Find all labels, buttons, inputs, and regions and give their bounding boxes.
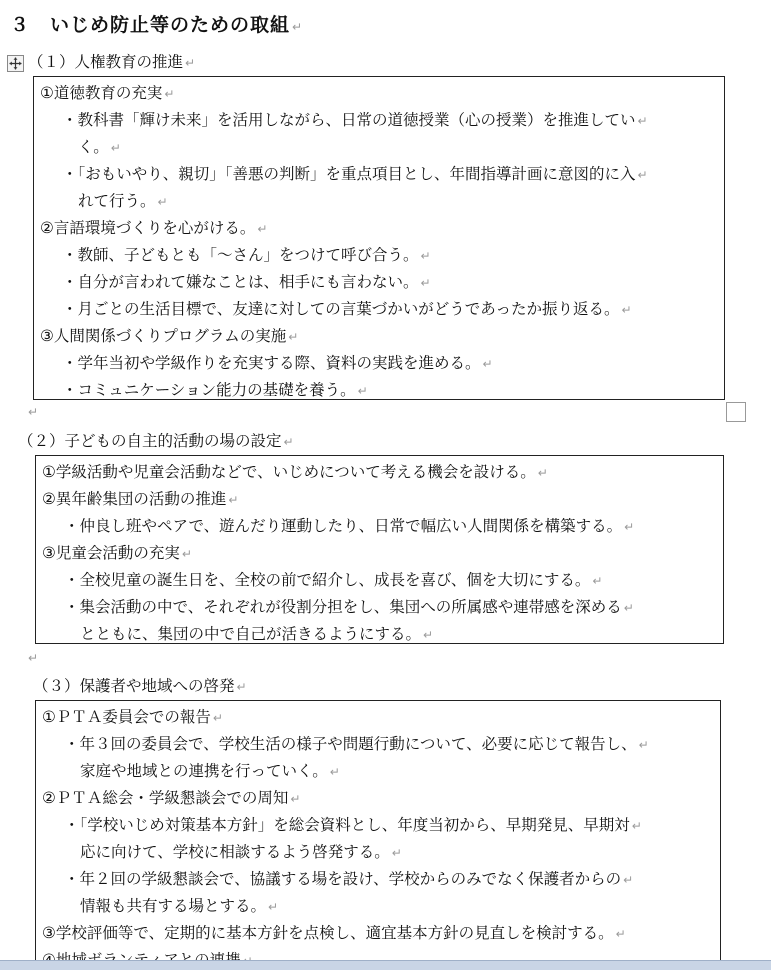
- line-text: れて行う。: [78, 192, 156, 210]
- list-item: [34, 134, 724, 161]
- paragraph-mark: ↵: [391, 846, 402, 860]
- line-text: ②ＰＴＡ総会・学級懇談会での周知: [42, 789, 289, 807]
- paragraph-mark: ↵: [292, 20, 304, 34]
- paragraph-mark: ↵: [357, 384, 368, 398]
- section-2-box: [35, 455, 724, 644]
- paragraph-mark: ↵: [592, 574, 603, 588]
- line-text: ②言語環境づくりを心がける。: [40, 219, 256, 237]
- line-text: ・学年当初や学級作りを充実する際、資料の実践を進める。: [62, 354, 481, 372]
- list-item: [36, 812, 720, 839]
- paragraph-mark: ↵: [181, 547, 192, 561]
- list-heading: [36, 785, 720, 812]
- line-text: ・仲良し班やペアで、遊んだり運動したり、日常で幅広い人間関係を構築する。: [64, 517, 623, 535]
- paragraph-mark: ↵: [212, 711, 223, 725]
- list-heading: [36, 540, 723, 567]
- paragraph-mark: ↵: [615, 927, 626, 941]
- section-1-title: （１）人権教育の推進 ↵: [28, 53, 196, 71]
- paragraph-mark: ↵: [228, 493, 239, 507]
- paragraph-mark: ↵: [637, 168, 648, 182]
- list-item: [36, 866, 720, 893]
- list-heading: [34, 80, 724, 107]
- list-item: [34, 107, 724, 134]
- paragraph-mark: ↵: [638, 738, 649, 752]
- paragraph-mark: ↵: [329, 765, 340, 779]
- line-text: ・コミュニケーション能力の基礎を養う。: [62, 381, 356, 399]
- paragraph-mark: ↵: [290, 792, 301, 806]
- table-move-handle-icon[interactable]: [7, 55, 24, 72]
- section-2-title: （２）子どもの自主的活動の場の設定 ↵: [18, 432, 294, 450]
- line-text: ・「学校いじめ対策基本方針」を総会資料とし、年度当初から、早期発見、早期対: [64, 816, 630, 834]
- table-resize-handle[interactable]: [726, 402, 746, 422]
- list-heading: [34, 323, 724, 350]
- line-text: 情報も共有する場とする。: [80, 897, 267, 915]
- line-text: ・年３回の委員会で、学校生活の様子や問題行動について、必要に応じて報告し、: [64, 735, 637, 753]
- list-item: [34, 377, 724, 404]
- list-item: [36, 594, 723, 621]
- line-text: ③人間関係づくりプログラムの実施: [40, 327, 287, 345]
- paragraph-mark: ↵: [624, 520, 635, 534]
- paragraph-mark: ↵: [420, 249, 431, 263]
- list-item: [36, 731, 720, 758]
- paragraph-mark: ↵: [482, 357, 493, 371]
- paragraph-mark: ↵: [157, 195, 168, 209]
- line-text: ・年２回の学級懇談会で、協議する場を設け、学校からのみでなく保護者からの: [64, 870, 622, 888]
- list-item: [34, 269, 724, 296]
- list-item: [36, 758, 720, 785]
- paragraph-mark: ↵: [423, 628, 434, 642]
- paragraph-mark: ↵: [623, 873, 634, 887]
- list-item: [34, 296, 724, 323]
- list-item: [36, 839, 720, 866]
- line-text: ③児童会活動の充実: [42, 544, 180, 562]
- section-3-title: （３）保護者や地域への啓発 ↵: [33, 677, 247, 695]
- line-text: ・月ごとの生活目標で、友達に対しての言葉づかいがどうであったか振り返る。: [62, 300, 620, 318]
- list-heading: [36, 486, 723, 513]
- line-text: ・自分が言われて嫌なことは、相手にも言わない。: [62, 273, 419, 291]
- paragraph-mark: ↵: [110, 141, 121, 155]
- line-text: ・教師、子どもとも「～さん」をつけて呼び合う。: [62, 246, 419, 264]
- line-text: く。: [78, 138, 109, 156]
- line-text: ①道徳教育の充実: [40, 84, 163, 102]
- list-heading: [36, 459, 723, 486]
- paragraph-mark: ↵: [631, 819, 642, 833]
- line-text: とともに、集団の中で自己が活きるようにする。: [80, 625, 422, 643]
- list-item: [34, 161, 724, 188]
- list-heading: [34, 215, 724, 242]
- line-text: 応に向けて、学校に相談するよう啓発する。: [80, 843, 390, 861]
- line-text: ・全校児童の誕生日を、全校の前で紹介し、成長を喜び、個を大切にする。: [64, 571, 591, 589]
- list-item: [34, 350, 724, 377]
- list-item: [36, 567, 723, 594]
- paragraph-mark: ↵: [257, 222, 268, 236]
- paragraph-mark: ↵: [28, 651, 39, 665]
- page-heading: ３ いじめ防止等のための取組 ↵: [10, 14, 304, 36]
- line-text: ③学校評価等で、定期的に基本方針を点検し、適宜基本方針の見直しを検討する。: [42, 924, 614, 942]
- list-item: [36, 621, 723, 648]
- list-heading: [36, 920, 720, 947]
- paragraph-mark: ↵: [623, 601, 634, 615]
- list-heading: [36, 704, 720, 731]
- line-text: ①学級活動や児童会活動などで、いじめについて考える機会を設ける。: [42, 463, 536, 481]
- paragraph-mark: ↵: [537, 466, 548, 480]
- list-item: [36, 893, 720, 920]
- line-text: 家庭や地域との連携を行っていく。: [80, 762, 328, 780]
- paragraph-mark: ↵: [420, 276, 431, 290]
- line-text: ・集会活動の中で、それぞれが役割分担をし、集団への所属感や連帯感を深める: [64, 598, 622, 616]
- paragraph-mark: ↵: [288, 330, 299, 344]
- list-item: [36, 513, 723, 540]
- paragraph-mark: ↵: [621, 303, 632, 317]
- paragraph-mark: ↵: [28, 405, 39, 419]
- paragraph-mark: ↵: [637, 114, 648, 128]
- line-text: ・教科書「輝け未来」を活用しながら、日常の道徳授業（心の授業）を推進してい: [62, 111, 636, 129]
- line-text: ・「おもいやり、親切」「善悪の判断」を重点項目とし、年間指導計画に意図的に入: [62, 165, 636, 183]
- line-text: ②異年齢集団の活動の推進: [42, 490, 227, 508]
- line-text: ①ＰＴＡ委員会での報告: [42, 708, 211, 726]
- list-item: [34, 188, 724, 215]
- section-3-box: [35, 700, 721, 970]
- paragraph-mark: ↵: [164, 87, 175, 101]
- list-item: [34, 242, 724, 269]
- section-1-box: [33, 76, 725, 400]
- paragraph-mark: ↵: [268, 900, 279, 914]
